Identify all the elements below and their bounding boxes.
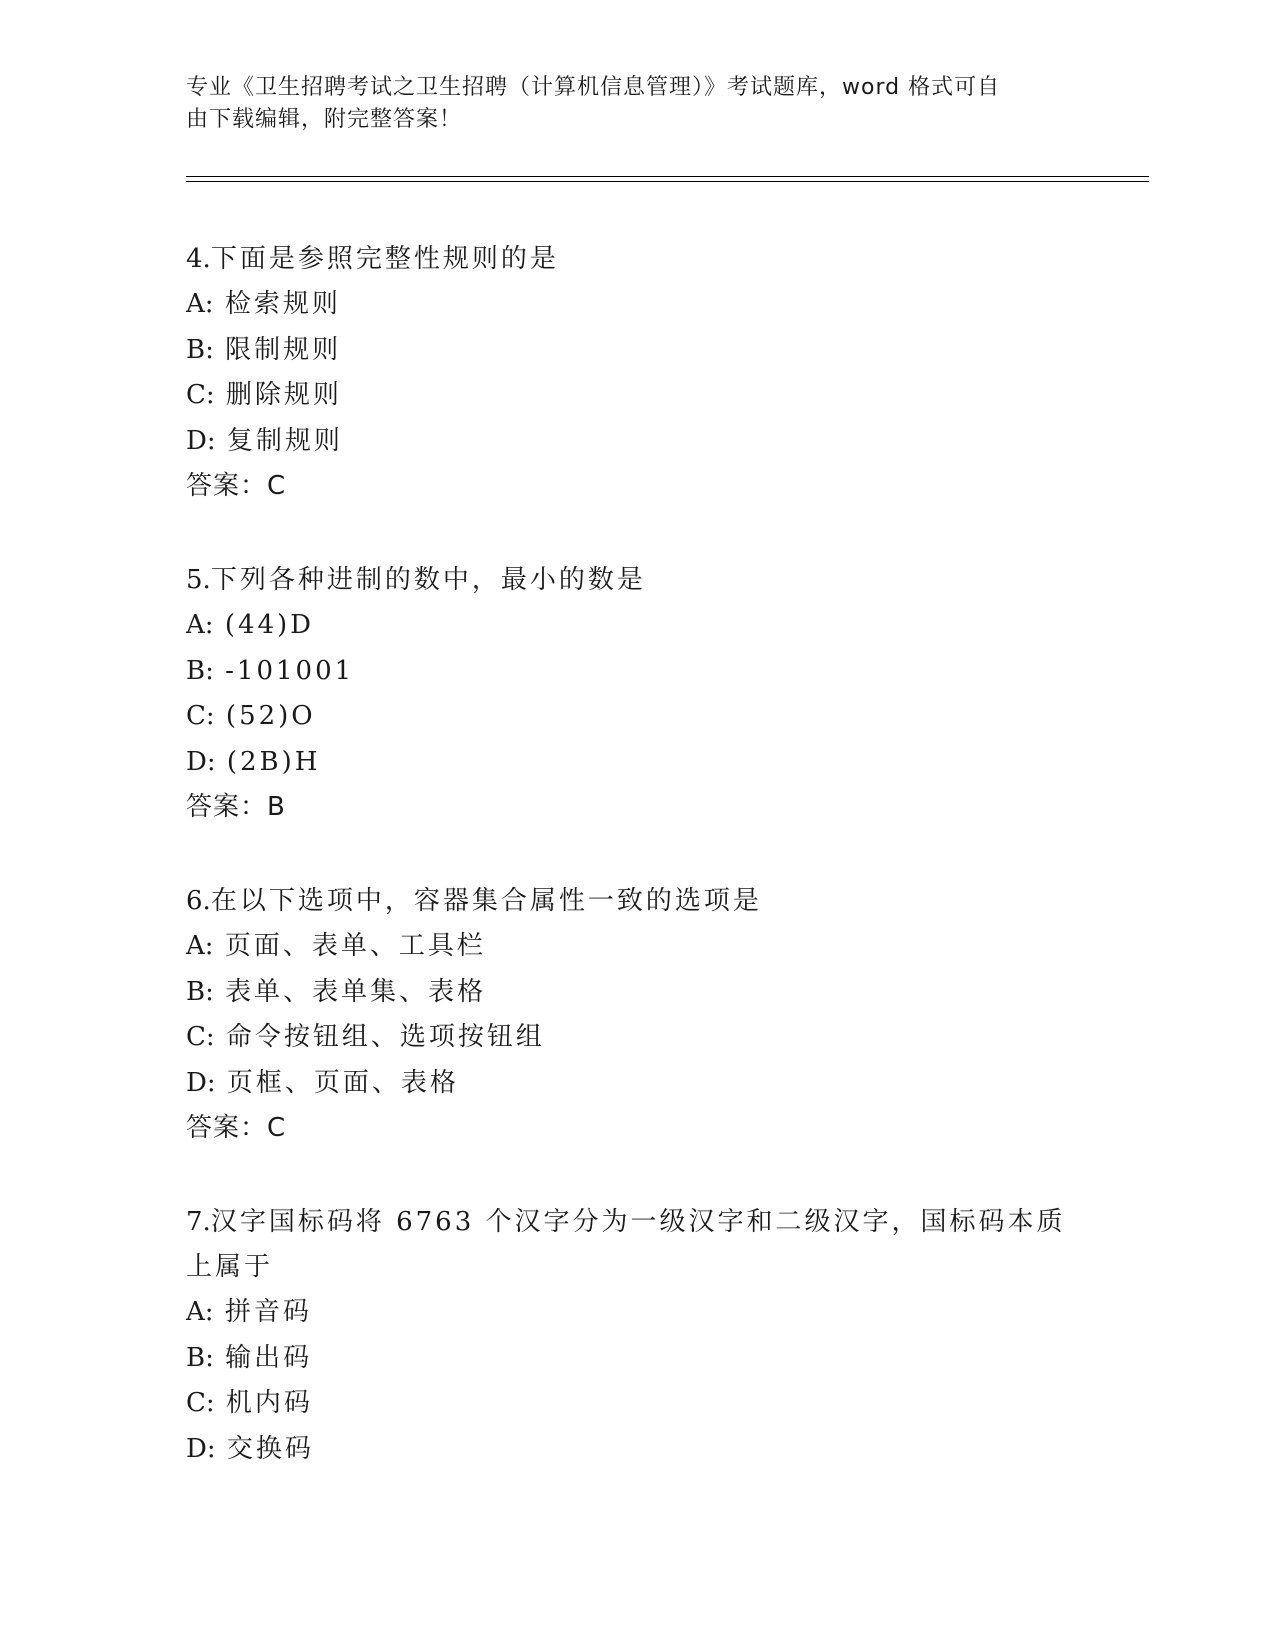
question-text: 在以下选项中，容器集合属性一致的选项是 [210,886,762,916]
option-a [186,603,1086,649]
option-text: 表单、表单集、表格 [225,976,487,1007]
question-text: 下面是参照完整性规则的是 [210,244,559,274]
option-text: 页面、表单、工具栏 [224,931,486,961]
question-number: 7. [186,1207,211,1237]
option-text: 拼音码 [224,1297,312,1327]
option-b [186,328,1086,374]
option-text: -101001 [225,655,355,686]
question-text: 汉字国标码将 6763 个汉字分为一级汉字和二级汉字，国标码本质上属于 [186,1207,1066,1282]
question-7 [186,1200,1086,1472]
option-b [186,970,1086,1016]
answer-line: 答案：B [186,792,286,822]
question-4 [186,237,1086,509]
option-letter: D: [186,1433,216,1464]
question-stem [186,1200,1086,1290]
question-number: 5. [186,565,211,595]
option-text: (2B)H [226,746,321,777]
answer-line: 答案：C [186,471,287,501]
answer-line: 答案：C [186,1113,287,1143]
option-c [186,1015,1086,1061]
option-text: 页框、页面、表格 [226,1067,459,1098]
option-letter: B: [186,655,214,686]
question-list [186,237,1086,1521]
option-letter: B: [186,334,214,365]
option-text: 复制规则 [226,425,343,456]
option-c [186,694,1086,740]
option-text: 命令按钮组、选项按钮组 [225,1022,545,1052]
option-letter: D: [186,1067,216,1098]
question-stem [186,558,1086,603]
option-b [186,1336,1086,1382]
question-number: 4. [186,244,211,274]
option-letter: C: [186,701,215,731]
question-6 [186,879,1086,1151]
question-stem [186,879,1086,924]
option-text: (44)D [224,610,315,640]
option-letter: B: [186,1342,214,1373]
option-text: 删除规则 [225,380,342,410]
header-line-1: 专业《卫生招聘考试之卫生招聘（计算机信息管理）》考试题库，word 格式可自 [186,75,1001,100]
option-letter: D: [186,425,216,456]
option-letter: D: [186,746,216,777]
option-text: (52)O [225,701,316,731]
header-divider-bottom [186,181,1149,182]
option-text: 限制规则 [225,334,342,365]
option-letter: B: [186,976,214,1007]
option-letter: C: [186,1022,215,1052]
option-d [186,1061,1086,1107]
option-c [186,373,1086,419]
option-a [186,282,1086,328]
option-d [186,1427,1086,1473]
option-a [186,924,1086,970]
question-text: 下列各种进制的数中，最小的数是 [210,565,646,595]
option-b [186,649,1086,695]
question-number: 6. [186,886,211,916]
option-text: 输出码 [225,1342,313,1373]
option-letter: C: [186,380,215,410]
option-text: 机内码 [225,1388,313,1418]
option-a [186,1290,1086,1336]
option-d [186,740,1086,786]
option-c [186,1381,1086,1427]
option-letter: A: [186,610,214,640]
option-letter: C: [186,1388,215,1418]
question-stem [186,237,1086,282]
header-divider-top [186,176,1149,177]
option-letter: A: [186,289,214,319]
document-header [186,72,1086,136]
option-letter: A: [186,931,214,961]
header-line-2: 由下载编辑，附完整答案！ [186,107,463,132]
option-text: 检索规则 [224,289,341,319]
option-letter: A: [186,1297,214,1327]
option-text: 交换码 [226,1433,314,1464]
question-5 [186,558,1086,830]
option-d [186,419,1086,465]
